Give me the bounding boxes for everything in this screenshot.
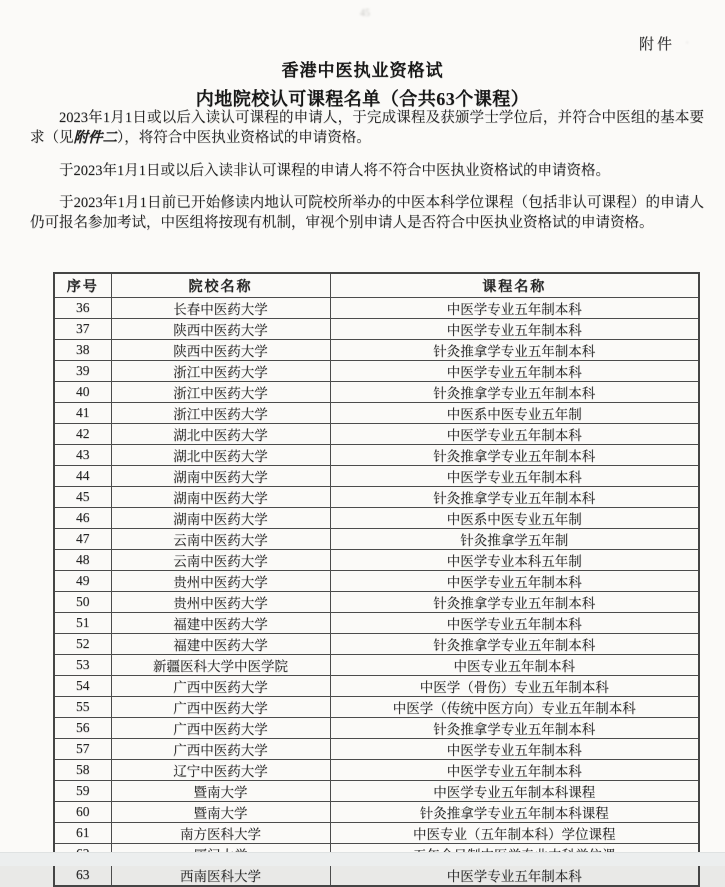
row-school: 湖南中医药大学 [111,466,330,487]
row-seq: 54 [54,676,111,697]
table-row [54,697,699,718]
table-row [54,403,699,424]
row-school: 新疆医科大学中医学院 [111,655,330,676]
table-row [54,550,699,571]
table-row [54,613,699,634]
row-seq: 36 [54,298,111,319]
row-course: 中医学专业五年制本科 [330,739,699,760]
row-course: 针灸推拿学五年制 [330,529,699,550]
table-row [54,571,699,592]
row-seq: 45 [54,487,111,508]
row-course: 针灸推拿学专业五年制本科 [330,592,699,613]
row-seq: 52 [54,634,111,655]
row-seq: 58 [54,760,111,781]
scan-artifact: 45 [360,8,370,19]
table-row [54,718,699,739]
row-school: 广西中医药大学 [111,676,330,697]
row-seq: 59 [54,781,111,802]
row-seq: 41 [54,403,111,424]
row-course: 中医专业五年制本科 [330,655,699,676]
row-course: 中医专业（五年制本科）学位课程 [330,823,699,844]
table-row [54,655,699,676]
row-seq: 43 [54,445,111,466]
table-row [54,739,699,760]
table-row [54,865,699,887]
table-header-row [54,273,699,298]
table-row [54,592,699,613]
row-course: 中医学专业五年制本科 [330,361,699,382]
row-seq: 37 [54,319,111,340]
row-course: 中医学（骨伤）专业五年制本科 [330,676,699,697]
table-row [54,382,699,403]
row-seq: 47 [54,529,111,550]
row-school: 浙江中医药大学 [111,403,330,424]
row-course: 中医学专业五年制本科 [330,613,699,634]
paragraph-1-pre: 2023年1月1日或以后入读认可课程的申请人，于完成课程及获颁学士学位后，并符合中医组的基本要求（见 [30,110,704,146]
table-row [54,298,699,319]
row-school: 浙江中医药大学 [111,382,330,403]
table-row [54,781,699,802]
row-seq: 42 [54,424,111,445]
paragraph-1 [30,109,704,149]
row-school: 陕西中医药大学 [111,319,330,340]
row-course: 中医学专业五年制本科 [330,298,699,319]
row-course: 针灸推拿学专业五年制本科 [330,382,699,403]
attachment-label: 附件 [638,37,675,53]
row-seq: 55 [54,697,111,718]
course-table-wrap [53,272,700,884]
row-school: 云南中医药大学 [111,550,330,571]
row-school: 西南医科大学 [111,865,330,887]
row-seq: 51 [54,613,111,634]
table-row [54,529,699,550]
row-course: 针灸推拿学专业五年制本科 [330,634,699,655]
body-text [30,109,704,247]
row-course: 中医学专业五年制本科 [330,865,699,887]
row-course: 中医系中医专业五年制 [330,403,699,424]
row-seq: 61 [54,823,111,844]
table-row [54,802,699,823]
row-course: 中医学专业五年制本科 [330,424,699,445]
row-seq: 39 [54,361,111,382]
row-course: 针灸推拿学专业五年制本科 [330,340,699,361]
row-course: 针灸推拿学专业五年制本科 [330,445,699,466]
paragraph-3: 于2023年1月1日前已开始修读内地认可院校所举办的中医本科学位课程（包括非认可课程）的申请人仍可报名参加考试，中医组将按现有机制，审视个别申请人是否符合中医执业资格试的申请资格。 [30,195,704,232]
row-school: 贵州中医药大学 [111,571,330,592]
row-course: 针灸推拿学专业五年制本科 [330,718,699,739]
row-school: 暨南大学 [111,802,330,823]
table-row [54,508,699,529]
row-course: 中医学专业五年制本科 [330,760,699,781]
row-course: 中医系中医专业五年制 [330,508,699,529]
row-school: 广西中医药大学 [111,697,330,718]
paragraph-1-emphasis: 附件二 [73,129,117,146]
row-school: 广西中医药大学 [111,739,330,760]
paragraph-1-post: ），将符合中医执业资格试的申请资格。 [117,129,371,146]
table-row [54,676,699,697]
row-school: 贵州中医药大学 [111,592,330,613]
table-row [54,760,699,781]
row-course: 中医学专业五年制本科课程 [330,781,699,802]
row-seq: 38 [54,340,111,361]
row-school: 福建中医药大学 [111,634,330,655]
row-seq: 60 [54,802,111,823]
row-course: 中医学专业五年制本科 [330,319,699,340]
row-school: 湖北中医药大学 [111,424,330,445]
row-course: 针灸推拿学专业五年制本科课程 [330,802,699,823]
title-block [0,56,725,111]
table-row [54,361,699,382]
row-seq: 49 [54,571,111,592]
header-seq: 序号 [54,273,111,298]
row-school: 暨南大学 [111,781,330,802]
row-course: 中医学专业本科五年制 [330,550,699,571]
row-seq: 63 [54,865,111,887]
row-seq: 56 [54,718,111,739]
table-row [54,634,699,655]
table-row [54,424,699,445]
row-school: 云南中医药大学 [111,529,330,550]
row-school: 辽宁中医药大学 [111,760,330,781]
row-course: 中医学专业五年制本科 [330,571,699,592]
row-school: 福建中医药大学 [111,613,330,634]
page-subtitle: 内地院校认可课程名单（合共63个课程） [195,89,530,109]
table-row [54,487,699,508]
row-seq: 46 [54,508,111,529]
row-seq: 44 [54,466,111,487]
row-seq: 50 [54,592,111,613]
course-table [53,272,700,887]
row-course: 中医学专业五年制本科 [330,466,699,487]
row-school: 陕西中医药大学 [111,340,330,361]
row-school: 湖南中医药大学 [111,508,330,529]
row-school: 浙江中医药大学 [111,361,330,382]
row-school: 长春中医药大学 [111,298,330,319]
table-row [54,319,699,340]
row-seq: 40 [54,382,111,403]
header-course: 课程名称 [330,273,699,298]
row-course: 中医学（传统中医方向）专业五年制本科 [330,697,699,718]
table-row [54,340,699,361]
course-table-body [54,298,699,887]
row-school: 南方医科大学 [111,823,330,844]
header-school: 院校名称 [111,273,330,298]
row-school: 广西中医药大学 [111,718,330,739]
table-row [54,466,699,487]
footer-strip [0,852,725,866]
row-seq: 57 [54,739,111,760]
table-row [54,445,699,466]
row-seq: 53 [54,655,111,676]
row-school: 湖南中医药大学 [111,487,330,508]
page-title: 香港中医执业资格试 [281,61,444,80]
row-course: 针灸推拿学专业五年制本科 [330,487,699,508]
scan-artifact: · [685,38,689,49]
paragraph-2: 于2023年1月1日或以后入读非认可课程的申请人将不符合中医执业资格试的申请资格。 [59,162,610,179]
table-row [54,823,699,844]
row-school: 湖北中医药大学 [111,445,330,466]
row-seq: 48 [54,550,111,571]
